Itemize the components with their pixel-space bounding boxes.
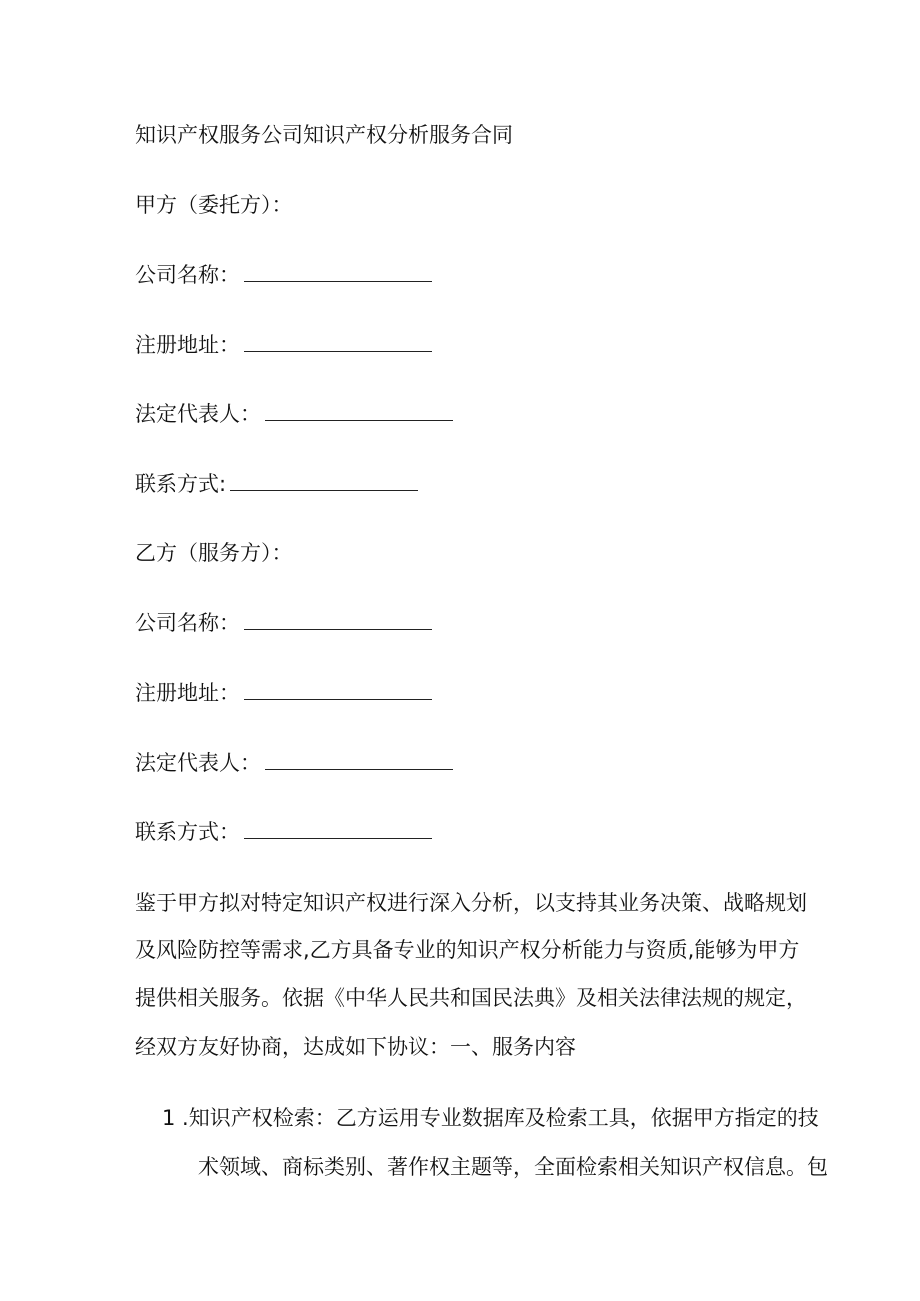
field-label: 注册地址： [135,681,240,705]
preamble-line: 鉴于甲方拟对特定知识产权进行深入分析，以支持其业务决策、战略规划 [135,891,807,915]
field-label: 法定代表人： [135,402,261,426]
party-a-contact [135,470,418,498]
blank-line [265,751,453,770]
party-b-contact [135,818,432,846]
blank-line [265,402,453,421]
field-label: 注册地址： [135,333,240,357]
blank-line [244,333,432,352]
party-a-address [135,331,432,359]
party-b-address [135,679,432,707]
preamble-line: 提供相关服务。依据《中华人民共和国民法典》及相关法律法规的规定， [135,986,807,1010]
blank-line [230,472,418,491]
party-a-legal-rep [135,400,453,428]
field-label: 公司名称： [135,611,240,635]
preamble-line: 经双方友好协商，达成如下协议：一、服务内容 [135,1035,576,1059]
field-label: 法定代表人： [135,751,261,775]
party-a-heading: 甲方（委托方）： [135,193,293,217]
party-b-legal-rep [135,749,453,777]
clause-1-line: 术领域、商标类别、著作权主题等，全面检索相关知识产权信息。包 [198,1155,828,1179]
preamble-line: 及风险防控等需求,乙方具备专业的知识产权分析能力与资质,能够为甲方 [135,938,800,962]
field-label: 联系方式: [135,472,227,496]
clause-1-line: 1 .知识产权检索：乙方运用专业数据库及检索工具，依据甲方指定的技 [162,1106,819,1130]
party-b-heading: 乙方（服务方）： [135,541,293,565]
field-label: 公司名称： [135,263,240,287]
party-b-company-name [135,609,432,637]
blank-line [244,681,432,700]
blank-line [244,820,432,839]
field-label: 联系方式： [135,820,240,844]
document-title: 知识产权服务公司知识产权分析服务合同 [135,123,513,147]
party-a-company-name [135,261,432,289]
blank-line [244,263,432,282]
blank-line [244,611,432,630]
